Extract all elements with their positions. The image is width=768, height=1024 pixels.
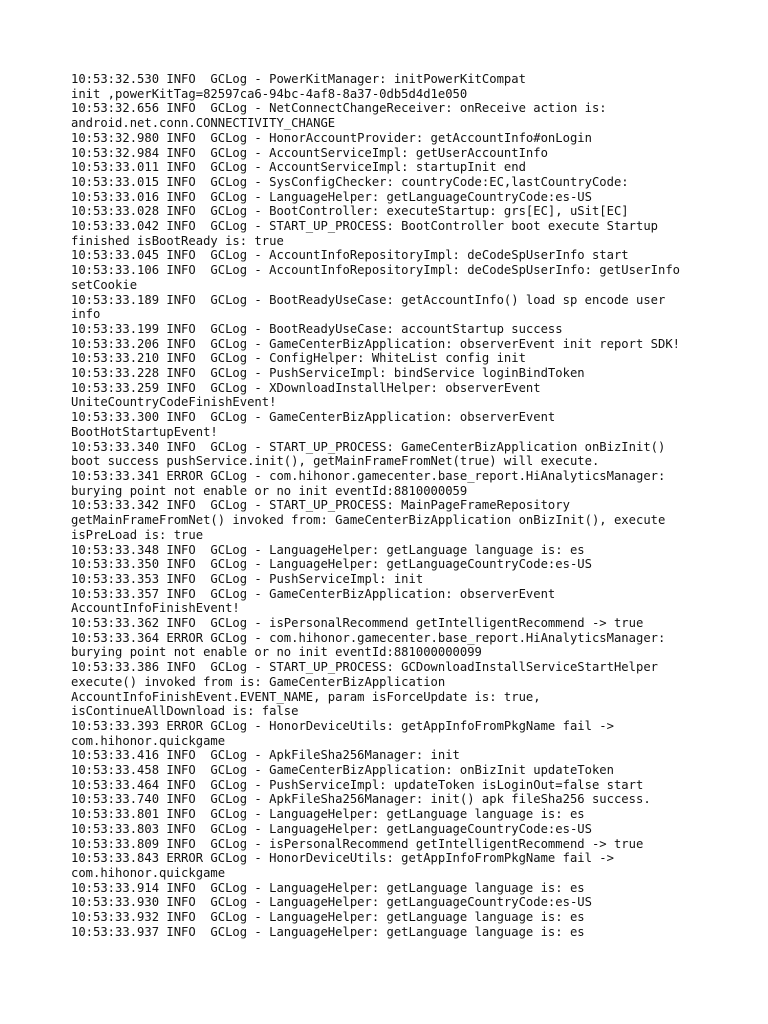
log-line: burying point not enable or no init eventId:881000000099 xyxy=(71,645,482,660)
log-line: 10:53:33.357 INFO GCLog - GameCenterBizApplication: observerEvent xyxy=(71,586,556,601)
log-line: 10:53:33.914 INFO GCLog - LanguageHelper: getLanguage language is: es xyxy=(71,880,585,895)
log-line: finished isBootReady is: true xyxy=(71,233,284,248)
log-line: 10:53:33.042 INFO GCLog - START_UP_PROCESS: BootController boot execute Startup xyxy=(71,219,658,234)
log-line: isContinueAllDownload is: false xyxy=(71,704,299,719)
log-line: 10:53:33.809 INFO GCLog - isPersonalRecommend getIntelligentRecommend -> true xyxy=(71,836,644,851)
log-line: boot success pushService.init(), getMainFrameFromNet(true) will execute. xyxy=(71,454,600,469)
log-line: 10:53:33.740 INFO GCLog - ApkFileSha256Manager: init() apk fileSha256 success. xyxy=(71,792,651,807)
log-line: getMainFrameFromNet() invoked from: GameCenterBizApplication onBizInit(), execute xyxy=(71,513,666,528)
log-line: 10:53:33.028 INFO GCLog - BootController: executeStartup: grs[EC], uSit[EC] xyxy=(71,204,629,219)
log-line: 10:53:33.045 INFO GCLog - AccountInfoRepositoryImpl: deCodeSpUserInfo start xyxy=(71,248,629,263)
log-line: 10:53:33.386 INFO GCLog - START_UP_PROCESS: GCDownloadInstallServiceStartHelper xyxy=(71,660,658,675)
log-line: 10:53:32.984 INFO GCLog - AccountServiceImpl: getUserAccountInfo xyxy=(71,145,548,160)
log-line: 10:53:33.015 INFO GCLog - SysConfigChecker: countryCode:EC,lastCountryCode: xyxy=(71,174,629,189)
log-line: burying point not enable or no init eventId:8810000059 xyxy=(71,483,468,498)
log-line: 10:53:33.362 INFO GCLog - isPersonalRecommend getIntelligentRecommend -> true xyxy=(71,616,644,631)
log-line: 10:53:33.353 INFO GCLog - PushServiceImpl: init xyxy=(71,571,424,586)
log-line: 10:53:33.341 ERROR GCLog - com.hihonor.gamecenter.base_report.HiAnalyticsManager: xyxy=(71,468,666,483)
log-line: 10:53:33.393 ERROR GCLog - HonorDeviceUtils: getAppInfoFromPkgName fail -> xyxy=(71,718,614,733)
log-line: 10:53:32.656 INFO GCLog - NetConnectChangeReceiver: onReceive action is: xyxy=(71,101,607,116)
log-line: 10:53:33.016 INFO GCLog - LanguageHelper: getLanguageCountryCode:es-US xyxy=(71,189,592,204)
log-line: AccountInfoFinishEvent.EVENT_NAME, param isForceUpdate is: true, xyxy=(71,689,541,704)
log-line: isPreLoad is: true xyxy=(71,527,204,542)
log-line: 10:53:33.228 INFO GCLog - PushServiceImpl: bindService loginBindToken xyxy=(71,366,585,381)
log-line: 10:53:33.464 INFO GCLog - PushServiceImpl: updateToken isLoginOut=false start xyxy=(71,777,644,792)
log-line: 10:53:33.259 INFO GCLog - XDownloadInstallHelper: observerEvent xyxy=(71,380,541,395)
log-line: UniteCountryCodeFinishEvent! xyxy=(71,395,277,410)
log-line: 10:53:33.458 INFO GCLog - GameCenterBizApplication: onBizInit updateToken xyxy=(71,763,614,778)
log-line: 10:53:33.937 INFO GCLog - LanguageHelper: getLanguage language is: es xyxy=(71,924,585,939)
log-line: 10:53:33.342 INFO GCLog - START_UP_PROCESS: MainPageFrameRepository xyxy=(71,498,570,513)
log-line: init ,powerKitTag=82597ca6-94bc-4af8-8a37-0db5d4d1e050 xyxy=(71,86,468,101)
log-line: 10:53:33.011 INFO GCLog - AccountServiceImpl: startupInit end xyxy=(71,160,526,175)
log-line: execute() invoked from is: GameCenterBizApplication xyxy=(71,674,446,689)
log-line: 10:53:33.803 INFO GCLog - LanguageHelper: getLanguageCountryCode:es-US xyxy=(71,821,592,836)
log-line: 10:53:33.206 INFO GCLog - GameCenterBizApplication: observerEvent init report SDK! xyxy=(71,336,681,351)
log-line: com.hihonor.quickgame xyxy=(71,865,226,880)
log-line: BootHotStartupEvent! xyxy=(71,424,218,439)
log-line: 10:53:33.801 INFO GCLog - LanguageHelper: getLanguage language is: es xyxy=(71,807,585,822)
log-line: 10:53:33.340 INFO GCLog - START_UP_PROCESS: GameCenterBizApplication onBizInit() xyxy=(71,439,666,454)
log-line: 10:53:32.530 INFO GCLog - PowerKitManager: initPowerKitCompat xyxy=(71,72,526,86)
log-line: 10:53:33.210 INFO GCLog - ConfigHelper: WhiteList config init xyxy=(71,351,526,366)
log-line: 10:53:33.348 INFO GCLog - LanguageHelper: getLanguage language is: es xyxy=(71,542,585,557)
log-line: setCookie xyxy=(71,277,138,292)
log-line: 10:53:33.106 INFO GCLog - AccountInfoRepositoryImpl: deCodeSpUserInfo: getUserInfo xyxy=(71,263,681,278)
log-line: info xyxy=(71,307,101,322)
log-line: 10:53:33.416 INFO GCLog - ApkFileSha256Manager: init xyxy=(71,748,460,763)
log-line: 10:53:33.350 INFO GCLog - LanguageHelper: getLanguageCountryCode:es-US xyxy=(71,557,592,572)
log-line: AccountInfoFinishEvent! xyxy=(71,601,240,616)
log-text-block xyxy=(71,72,731,939)
log-line: 10:53:33.843 ERROR GCLog - HonorDeviceUtils: getAppInfoFromPkgName fail -> xyxy=(71,851,614,866)
log-line: 10:53:32.980 INFO GCLog - HonorAccountProvider: getAccountInfo#onLogin xyxy=(71,130,592,145)
log-line: 10:53:33.300 INFO GCLog - GameCenterBizApplication: observerEvent xyxy=(71,410,556,425)
log-line: 10:53:33.932 INFO GCLog - LanguageHelper: getLanguage language is: es xyxy=(71,910,585,925)
log-line: 10:53:33.199 INFO GCLog - BootReadyUseCase: accountStartup success xyxy=(71,321,563,336)
log-line: 10:53:33.930 INFO GCLog - LanguageHelper: getLanguageCountryCode:es-US xyxy=(71,895,592,910)
log-line: com.hihonor.quickgame xyxy=(71,733,226,748)
log-line: android.net.conn.CONNECTIVITY_CHANGE xyxy=(71,116,336,131)
log-line: 10:53:33.364 ERROR GCLog - com.hihonor.gamecenter.base_report.HiAnalyticsManager: xyxy=(71,630,666,645)
log-line: 10:53:33.189 INFO GCLog - BootReadyUseCase: getAccountInfo() load sp encode user xyxy=(71,292,666,307)
